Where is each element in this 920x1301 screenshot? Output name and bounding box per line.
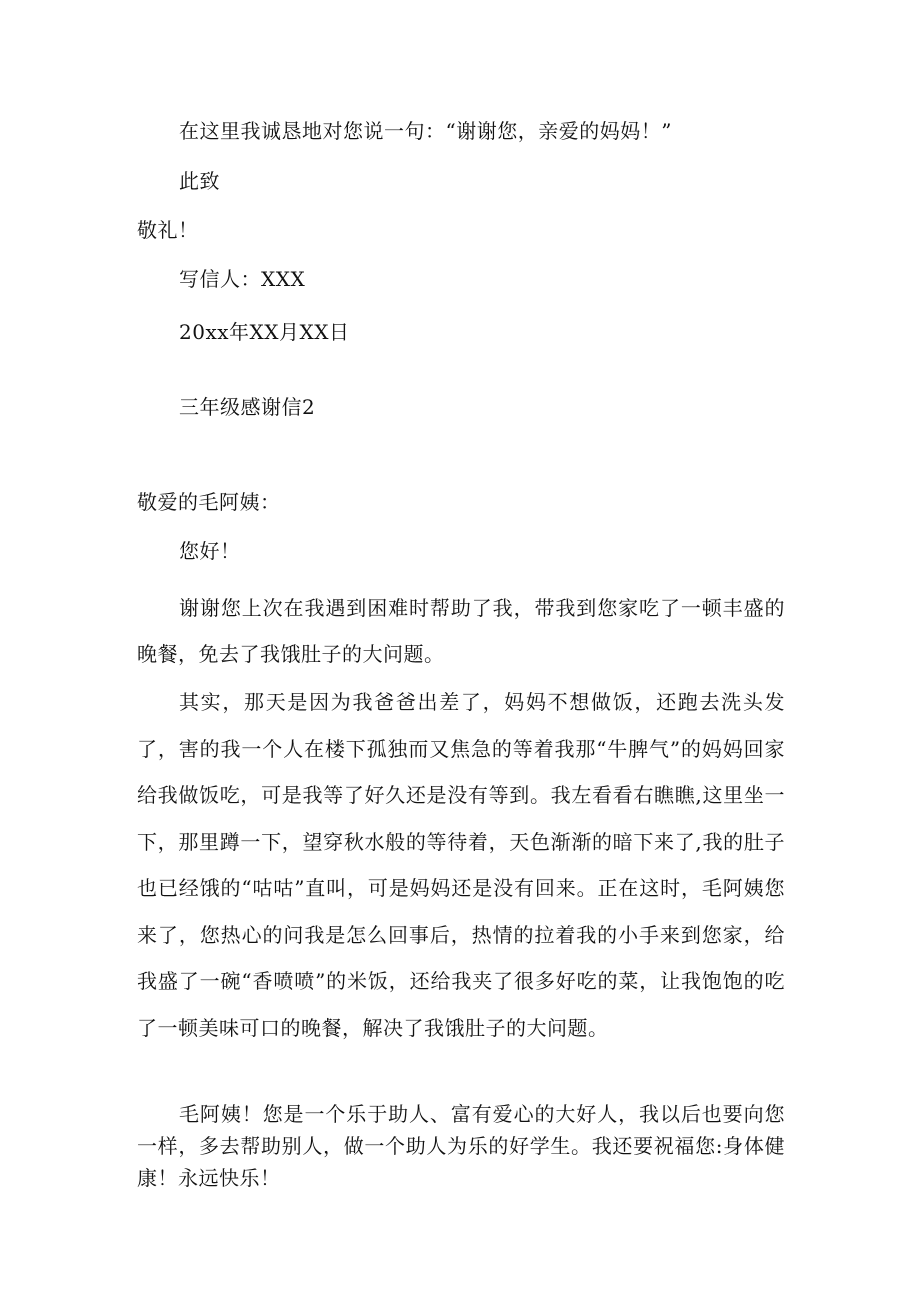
writer-signature: 写信人：XXX (179, 267, 306, 291)
letter-date: 20xx年XX月XX日 (179, 320, 350, 344)
closing-salutation: 此致 (179, 169, 220, 193)
addressee: 敬爱的毛阿姨： (137, 490, 281, 514)
thanks-line: 在这里我诚恳地对您说一句：“谢谢您，亲爱的妈妈！” (179, 119, 672, 143)
greeting: 您好！ (179, 539, 241, 563)
body-paragraph-2: 其实，那天是因为我爸爸出差了，妈妈不想做饭，还跑去洗头发了，害的我一个人在楼下孤独而又焦急的等着我那“牛脾气”的妈妈回家给我做饭吃，可是我等了好久还是没有等到。我左看看右瞧瞧,这里坐一下，那里蹲一下，望穿秋水般的等待着，天色渐渐的暗下来了,我的肚子也已经饿的“咕咕”直叫，可是妈妈还是没有回来。正在这时，毛阿姨您来了，您热心的问我是怎么回事后，热情的拉着我的小手来到您家，给我盛了一碗“香喷喷”的米饭，还给我夹了很多好吃的菜，让我饱饱的吃了一顿美味可口的晚餐，解决了我饿肚子的大问题。 (137, 690, 785, 1040)
body-paragraph-3: 毛阿姨！您是一个乐于助人、富有爱心的大好人，我以后也要向您一样，多去帮助别人，做一个助人为乐的好学生。我还要祝福您:身体健康！永远快乐！ (137, 1102, 785, 1190)
closing-regards: 敬礼！ (137, 218, 199, 242)
letter-title: 三年级感谢信2 (179, 395, 316, 419)
body-paragraph-1: 谢谢您上次在我遇到困难时帮助了我，带我到您家吃了一顿丰盛的晚餐，免去了我饿肚子的大问题。 (137, 596, 785, 666)
